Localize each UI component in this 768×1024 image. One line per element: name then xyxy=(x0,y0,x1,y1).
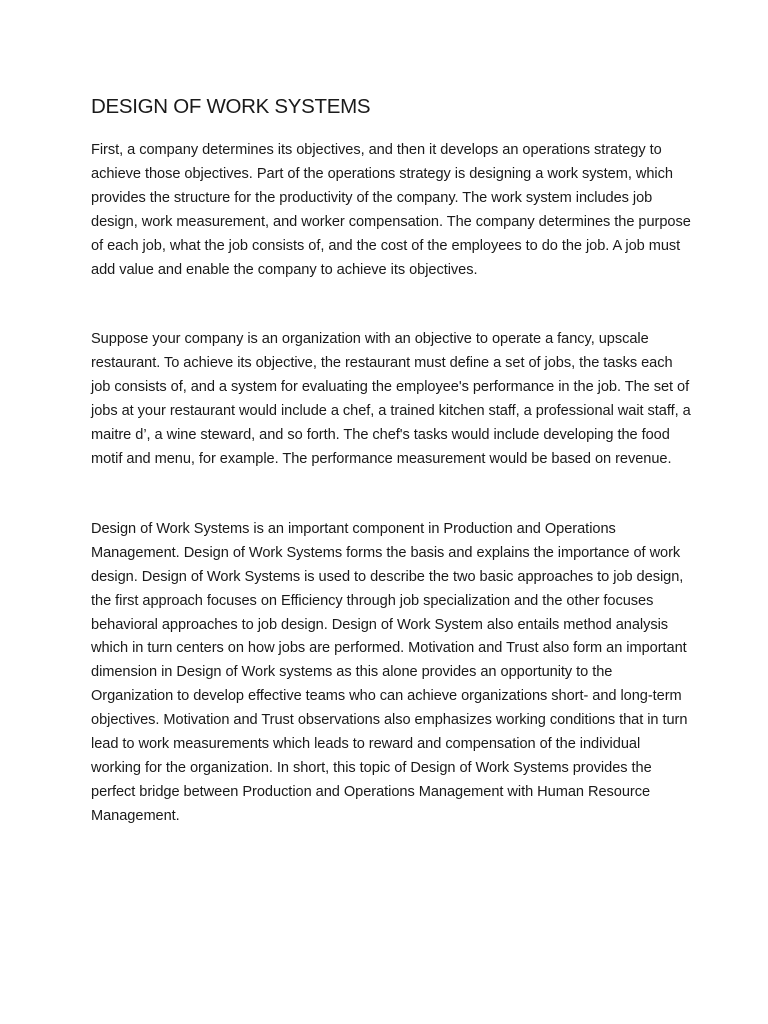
paragraph-objectives: First, a company determines its objectives, and then it develops an operations strategy to achieve those objectives. Part of the operations strategy is designing a work system, which provides the structure for the productivity of the company. The work system includes job design, work measurement, and worker compensation. The company determines the purpose of each job, what the job consists of, and the cost of the employees to do the job. A job must add value and enable the company to achieve its objectives. xyxy=(91,142,691,278)
paragraph-design-overview: Design of Work Systems is an important component in Production and Operations Management. Design of Work Systems forms the basis and explains the importance of work design. Design of Work Systems is used to describe the two basic approaches to job design, the first approach focuses on Efficiency through job specialization and the other focuses behavioral approaches to job design. Design of Work System also entails method analysis which in turn centers on how jobs are performed. Motivation and Trust also form an important dimension in Design of Work systems as this alone provides an opportunity to the Organization to develop effective teams who can achieve organizations short- and long-term objectives. Motivation and Trust observations also emphasizes working conditions that in turn lead to work measurements which leads to reward and compensation of the individual working for the organization. In short, this topic of Design of Work Systems provides the perfect bridge between Production and Operations Management with Human Resource Management. xyxy=(91,520,688,824)
document-title: DESIGN OF WORK SYSTEMS xyxy=(91,95,371,118)
paragraph-restaurant-example: Suppose your company is an organization with an objective to operate a fancy, upscale restaurant. To achieve its objective, the restaurant must define a set of jobs, the tasks each job consists of, and a system for evaluating the employee's performance in the job. The set of jobs at your restaurant would include a chef, a trained kitchen staff, a professional wait staff, a maitre d’, a wine steward, and so forth. The chef's tasks would include developing the food motif and menu, for example. The performance measurement would be based on revenue. xyxy=(91,331,691,467)
document-page xyxy=(91,92,691,829)
